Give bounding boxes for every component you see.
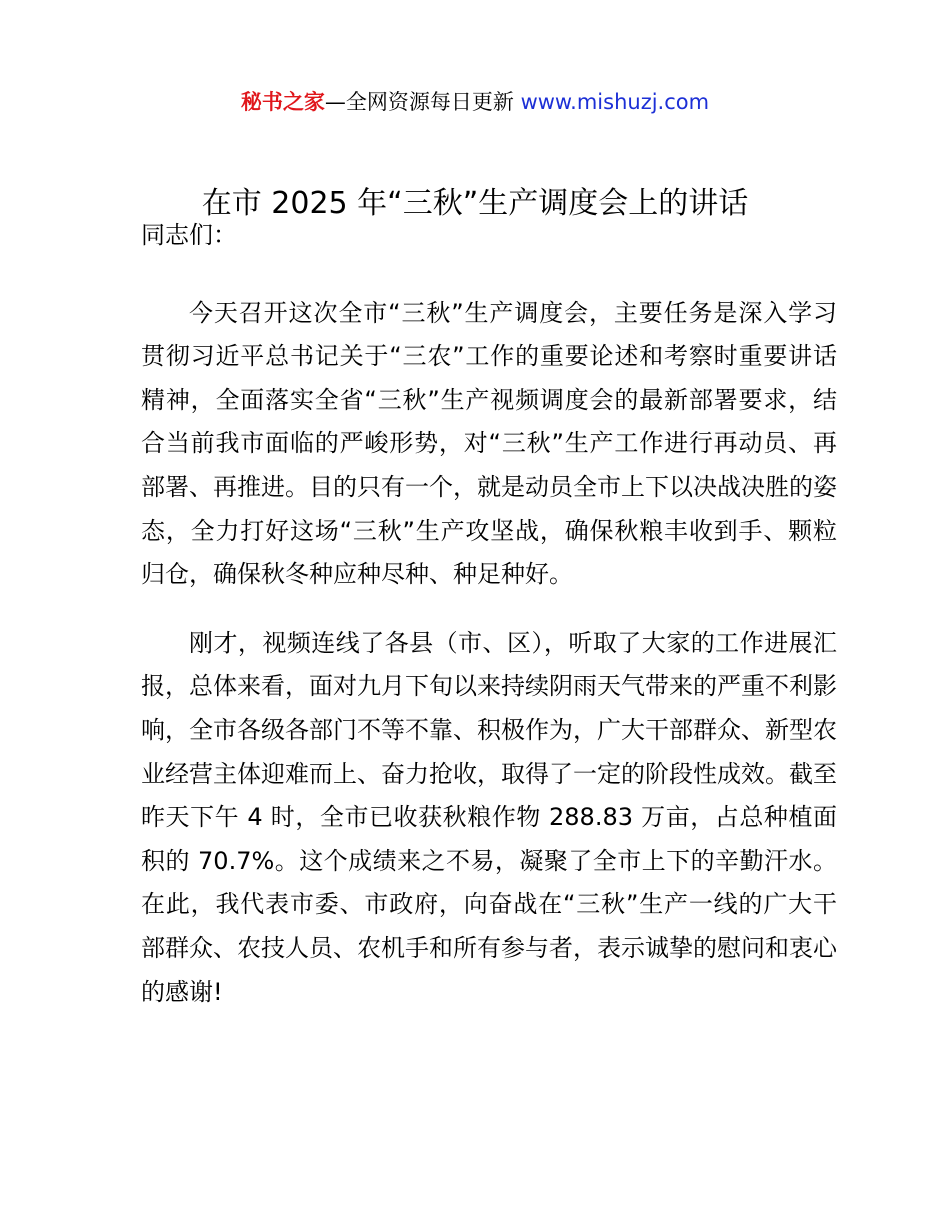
site-url-link[interactable]: www.mishuzj.com <box>520 90 710 114</box>
site-header <box>0 86 950 118</box>
paragraph-1: 今天召开这次全市“三秋”生产调度会，主要任务是深入学习贯彻习近平总书记关于“三农”工作的重要论述和考察时重要讲话精神，全面落实全省“三秋”生产视频调度会的最新部署要求，结合当前我市面临的严峻形势，对“三秋”生产工作进行再动员、再部署、再推进。目的只有一个，就是动员全市上下以决战决胜的姿态，全力打好这场“三秋”生产攻坚战，确保秋粮丰收到手、颗粒归仓，确保秋冬种应种尽种、种足种好。 <box>141 298 837 589</box>
document-body <box>141 214 837 1014</box>
paragraph-2: 刚才，视频连线了各县（市、区），听取了大家的工作进展汇报，总体来看，面对九月下旬以来持续阴雨天气带来的严重不利影响，全市各级各部门不等不靠、积极作为，广大干部群众、新型农业经营主体迎难而上、奋力抢收，取得了一定的阶段性成效。截至昨天下午 4 时，全市已收获秋粮作物 288.83 万亩，占总种植面积的 70.7%。这个成绩来之不易，凝聚了全市上下的辛勤汗水。在此，我代表市委、市政府，向奋战在“三秋”生产一线的广大干部群众、农技人员、农机手和所有参与者，表示诚挚的慰问和衷心的感谢! <box>141 628 837 1006</box>
document-title: 在市 2025 年“三秋”生产调度会上的讲话 <box>201 186 749 221</box>
salutation: 同志们： <box>141 221 237 249</box>
site-tagline: —全网资源每日更新 <box>324 90 514 114</box>
site-brand: 秘书之家 <box>240 90 325 114</box>
